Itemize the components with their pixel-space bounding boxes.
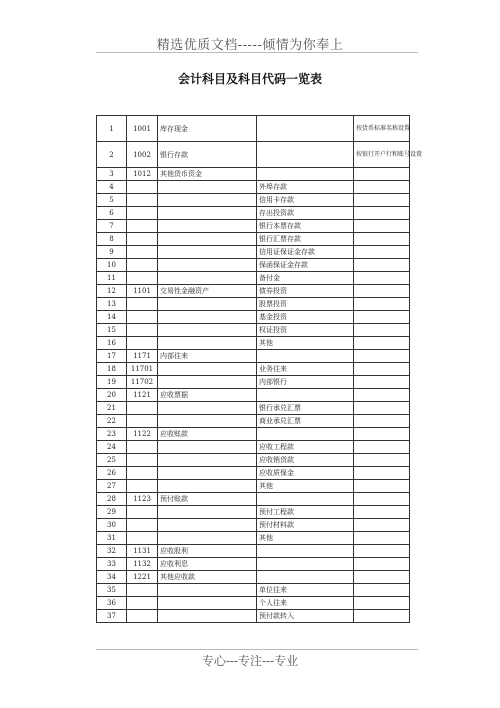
account-code-cell [127,402,158,415]
row-number-cell: 10 [97,259,127,272]
account-name-cell [158,597,257,610]
table-row [97,389,410,402]
account-name-cell [158,519,257,532]
row-number-cell: 16 [97,337,127,350]
table-row [97,194,410,207]
table-row [97,311,410,324]
table-row [97,272,410,285]
row-number-cell: 24 [97,441,127,454]
account-name-cell [158,480,257,493]
account-code-cell [127,233,158,246]
page-header: 精选优质文档-----倾情为你奉上 [156,38,344,53]
account-code-cell: 1123 [127,493,158,506]
sub-account-cell: 保函保证金存款 [257,259,354,272]
sub-account-cell [257,168,354,181]
note-cell [354,428,410,441]
account-code-cell [127,246,158,259]
table-row [97,493,410,506]
sub-account-cell: 商业承兑汇票 [257,415,354,428]
note-cell [354,285,410,298]
note-cell [354,467,410,480]
account-name-cell: 库存现金 [158,116,257,142]
table-row [97,545,410,558]
account-name-cell [158,337,257,350]
sub-account-cell: 业务往来 [257,363,354,376]
note-cell [354,376,410,389]
table-row [97,519,410,532]
note-cell [354,558,410,571]
table-row [97,506,410,519]
sub-account-cell: 其他 [257,480,354,493]
sub-account-cell [257,571,354,584]
row-number-cell: 8 [97,233,127,246]
account-name-cell: 其他货币资金 [158,168,257,181]
account-name-cell: 交易性金融资产 [158,285,257,298]
account-code-cell: 1101 [127,285,158,298]
sub-account-cell: 存出投资款 [257,207,354,220]
account-name-cell: 应收账款 [158,428,257,441]
account-code-cell [127,584,158,597]
account-code-cell [127,441,158,454]
table-row [97,532,410,545]
account-code-cell [127,311,158,324]
row-number-cell: 36 [97,597,127,610]
account-name-cell [158,246,257,259]
sub-account-cell [257,428,354,441]
table-row [97,259,410,272]
sub-account-cell: 其他 [257,532,354,545]
sub-account-cell: 应收质保金 [257,467,354,480]
account-name-cell [158,324,257,337]
account-code-cell: 1012 [127,168,158,181]
table-row [97,441,410,454]
account-code-cell: 11702 [127,376,158,389]
row-number-cell: 37 [97,610,127,623]
sub-account-cell: 预付材料款 [257,519,354,532]
account-name-cell [158,272,257,285]
row-number-cell: 35 [97,584,127,597]
note-cell [354,233,410,246]
sub-account-cell [257,389,354,402]
account-code-cell [127,506,158,519]
note-cell [354,207,410,220]
account-code-cell [127,298,158,311]
note-cell [354,402,410,415]
table-row [97,480,410,493]
note-cell [354,506,410,519]
sub-account-cell: 权证投资 [257,324,354,337]
table-row [97,376,410,389]
row-number-cell: 9 [97,246,127,259]
table-row [97,181,410,194]
account-name-cell [158,298,257,311]
account-code-cell [127,207,158,220]
footer-divider [96,649,418,650]
note-cell [354,168,410,181]
account-name-cell [158,181,257,194]
row-number-cell: 1 [97,116,127,142]
row-number-cell: 20 [97,389,127,402]
row-number-cell: 29 [97,506,127,519]
sub-account-cell: 股票投资 [257,298,354,311]
row-number-cell: 22 [97,415,127,428]
account-name-cell [158,259,257,272]
sub-account-cell [257,545,354,558]
account-name-cell [158,454,257,467]
account-name-cell: 预付账款 [158,493,257,506]
account-name-cell: 内部往来 [158,350,257,363]
row-number-cell: 25 [97,454,127,467]
note-cell [354,415,410,428]
table-row [97,246,410,259]
account-name-cell: 应收股利 [158,545,257,558]
account-code-cell: 1221 [127,571,158,584]
account-name-cell [158,311,257,324]
table-row [97,584,410,597]
table-row [97,363,410,376]
table-row [97,454,410,467]
note-cell [354,480,410,493]
sub-account-cell: 预付款转入 [257,610,354,623]
account-name-cell [158,610,257,623]
row-number-cell: 32 [97,545,127,558]
row-number-cell: 6 [97,207,127,220]
table-row [97,220,410,233]
account-code-cell [127,415,158,428]
account-code-cell: 1131 [127,545,158,558]
account-code-cell [127,220,158,233]
account-code-cell: 1122 [127,428,158,441]
account-name-cell [158,532,257,545]
note-cell [354,597,410,610]
account-name-cell [158,415,257,428]
note-cell [354,259,410,272]
row-number-cell: 19 [97,376,127,389]
table-body [97,116,423,623]
account-code-cell [127,272,158,285]
note-cell [354,298,410,311]
note-cell [354,571,410,584]
account-code-cell [127,597,158,610]
sub-account-cell [257,558,354,571]
note-cell [354,181,410,194]
table-row [97,597,410,610]
account-name-cell [158,441,257,454]
row-number-cell: 31 [97,532,127,545]
account-name-cell [158,402,257,415]
row-number-cell: 18 [97,363,127,376]
row-number-cell: 11 [97,272,127,285]
account-code-cell [127,259,158,272]
sub-account-cell: 信用卡存款 [257,194,354,207]
row-number-cell: 17 [97,350,127,363]
account-name-cell [158,506,257,519]
sub-account-cell: 应收工程款 [257,441,354,454]
account-code-cell [127,519,158,532]
row-number-cell: 3 [97,168,127,181]
account-name-cell: 银行存款 [158,142,257,168]
sub-account-cell: 基金投资 [257,311,354,324]
header-divider [96,52,418,53]
account-code-cell [127,181,158,194]
row-number-cell: 12 [97,285,127,298]
sub-account-cell: 预付工程款 [257,506,354,519]
table-row [97,298,410,311]
note-cell [354,246,410,259]
table-row [97,571,410,584]
row-number-cell: 21 [97,402,127,415]
row-number-cell: 5 [97,194,127,207]
row-number-cell: 28 [97,493,127,506]
sub-account-cell: 信用证保证金存款 [257,246,354,259]
note-cell [354,519,410,532]
table-row [97,324,410,337]
row-number-cell: 13 [97,298,127,311]
note-cell [354,363,410,376]
account-code-cell [127,532,158,545]
row-number-cell: 26 [97,467,127,480]
note-cell [354,532,410,545]
row-number-cell: 30 [97,519,127,532]
sub-account-cell: 外埠存款 [257,181,354,194]
sub-account-cell [257,142,354,168]
note-cell [354,324,410,337]
account-code-cell [127,194,158,207]
table-row [97,116,410,142]
table-row [97,402,410,415]
note-cell [354,350,410,363]
note-cell [354,311,410,324]
sub-account-cell: 其他 [257,337,354,350]
table-row [97,415,410,428]
sub-account-cell [257,116,354,142]
row-number-cell: 14 [97,311,127,324]
account-name-cell [158,467,257,480]
account-code-cell [127,480,158,493]
page-footer: 专心---专注---专业 [201,654,299,668]
table-row [97,337,410,350]
sub-account-cell: 个人往来 [257,597,354,610]
table-row [97,142,410,168]
table-row [97,610,410,623]
sub-account-cell [257,350,354,363]
account-code-cell [127,454,158,467]
account-name-cell [158,220,257,233]
sub-account-cell: 银行汇票存款 [257,233,354,246]
account-name-cell [158,376,257,389]
note-cell [354,441,410,454]
account-name-cell [158,363,257,376]
sub-account-cell [257,493,354,506]
account-code-cell: 1001 [127,116,158,142]
row-number-cell: 15 [97,324,127,337]
table-row [97,558,410,571]
page-title: 会计科目及科目代码一览表 [177,72,322,86]
note-cell: 按货币标准名称设置 [354,116,410,142]
note-cell [354,545,410,558]
account-name-cell: 应收利息 [158,558,257,571]
account-code-cell: 1002 [127,142,158,168]
row-number-cell: 33 [97,558,127,571]
table-row [97,428,410,441]
table-row [97,285,410,298]
account-code-cell: 11701 [127,363,158,376]
account-code-cell [127,610,158,623]
row-number-cell: 2 [97,142,127,168]
account-name-cell [158,194,257,207]
sub-account-cell: 单位往来 [257,584,354,597]
note-cell: 按银行开户行和账号设置 [354,142,410,168]
row-number-cell: 7 [97,220,127,233]
row-number-cell: 34 [97,571,127,584]
account-code-cell: 1132 [127,558,158,571]
account-name-cell: 其他应收款 [158,571,257,584]
row-number-cell: 4 [97,181,127,194]
sub-account-cell: 债券投资 [257,285,354,298]
table-row [97,350,410,363]
account-name-cell [158,207,257,220]
table-row [97,207,410,220]
sub-account-cell: 银行本票存款 [257,220,354,233]
row-number-cell: 23 [97,428,127,441]
note-cell [354,389,410,402]
table-row [97,467,410,480]
note-cell [354,493,410,506]
account-code-cell [127,337,158,350]
account-code-cell [127,324,158,337]
account-name-cell [158,584,257,597]
note-cell [354,337,410,350]
row-number-cell: 27 [97,480,127,493]
table-row [97,233,410,246]
account-code-table [96,115,423,623]
account-name-cell [158,233,257,246]
sub-account-cell: 应收销货款 [257,454,354,467]
account-name-cell: 应收票据 [158,389,257,402]
note-cell [354,454,410,467]
note-cell [354,220,410,233]
sub-account-cell: 备付金 [257,272,354,285]
sub-account-cell: 银行承兑汇票 [257,402,354,415]
note-cell [354,194,410,207]
account-code-cell: 1171 [127,350,158,363]
sub-account-cell: 内部银行 [257,376,354,389]
table-row [97,168,410,181]
note-cell [354,610,410,623]
note-cell [354,584,410,597]
account-code-cell: 1121 [127,389,158,402]
account-code-cell [127,467,158,480]
note-cell [354,272,410,285]
